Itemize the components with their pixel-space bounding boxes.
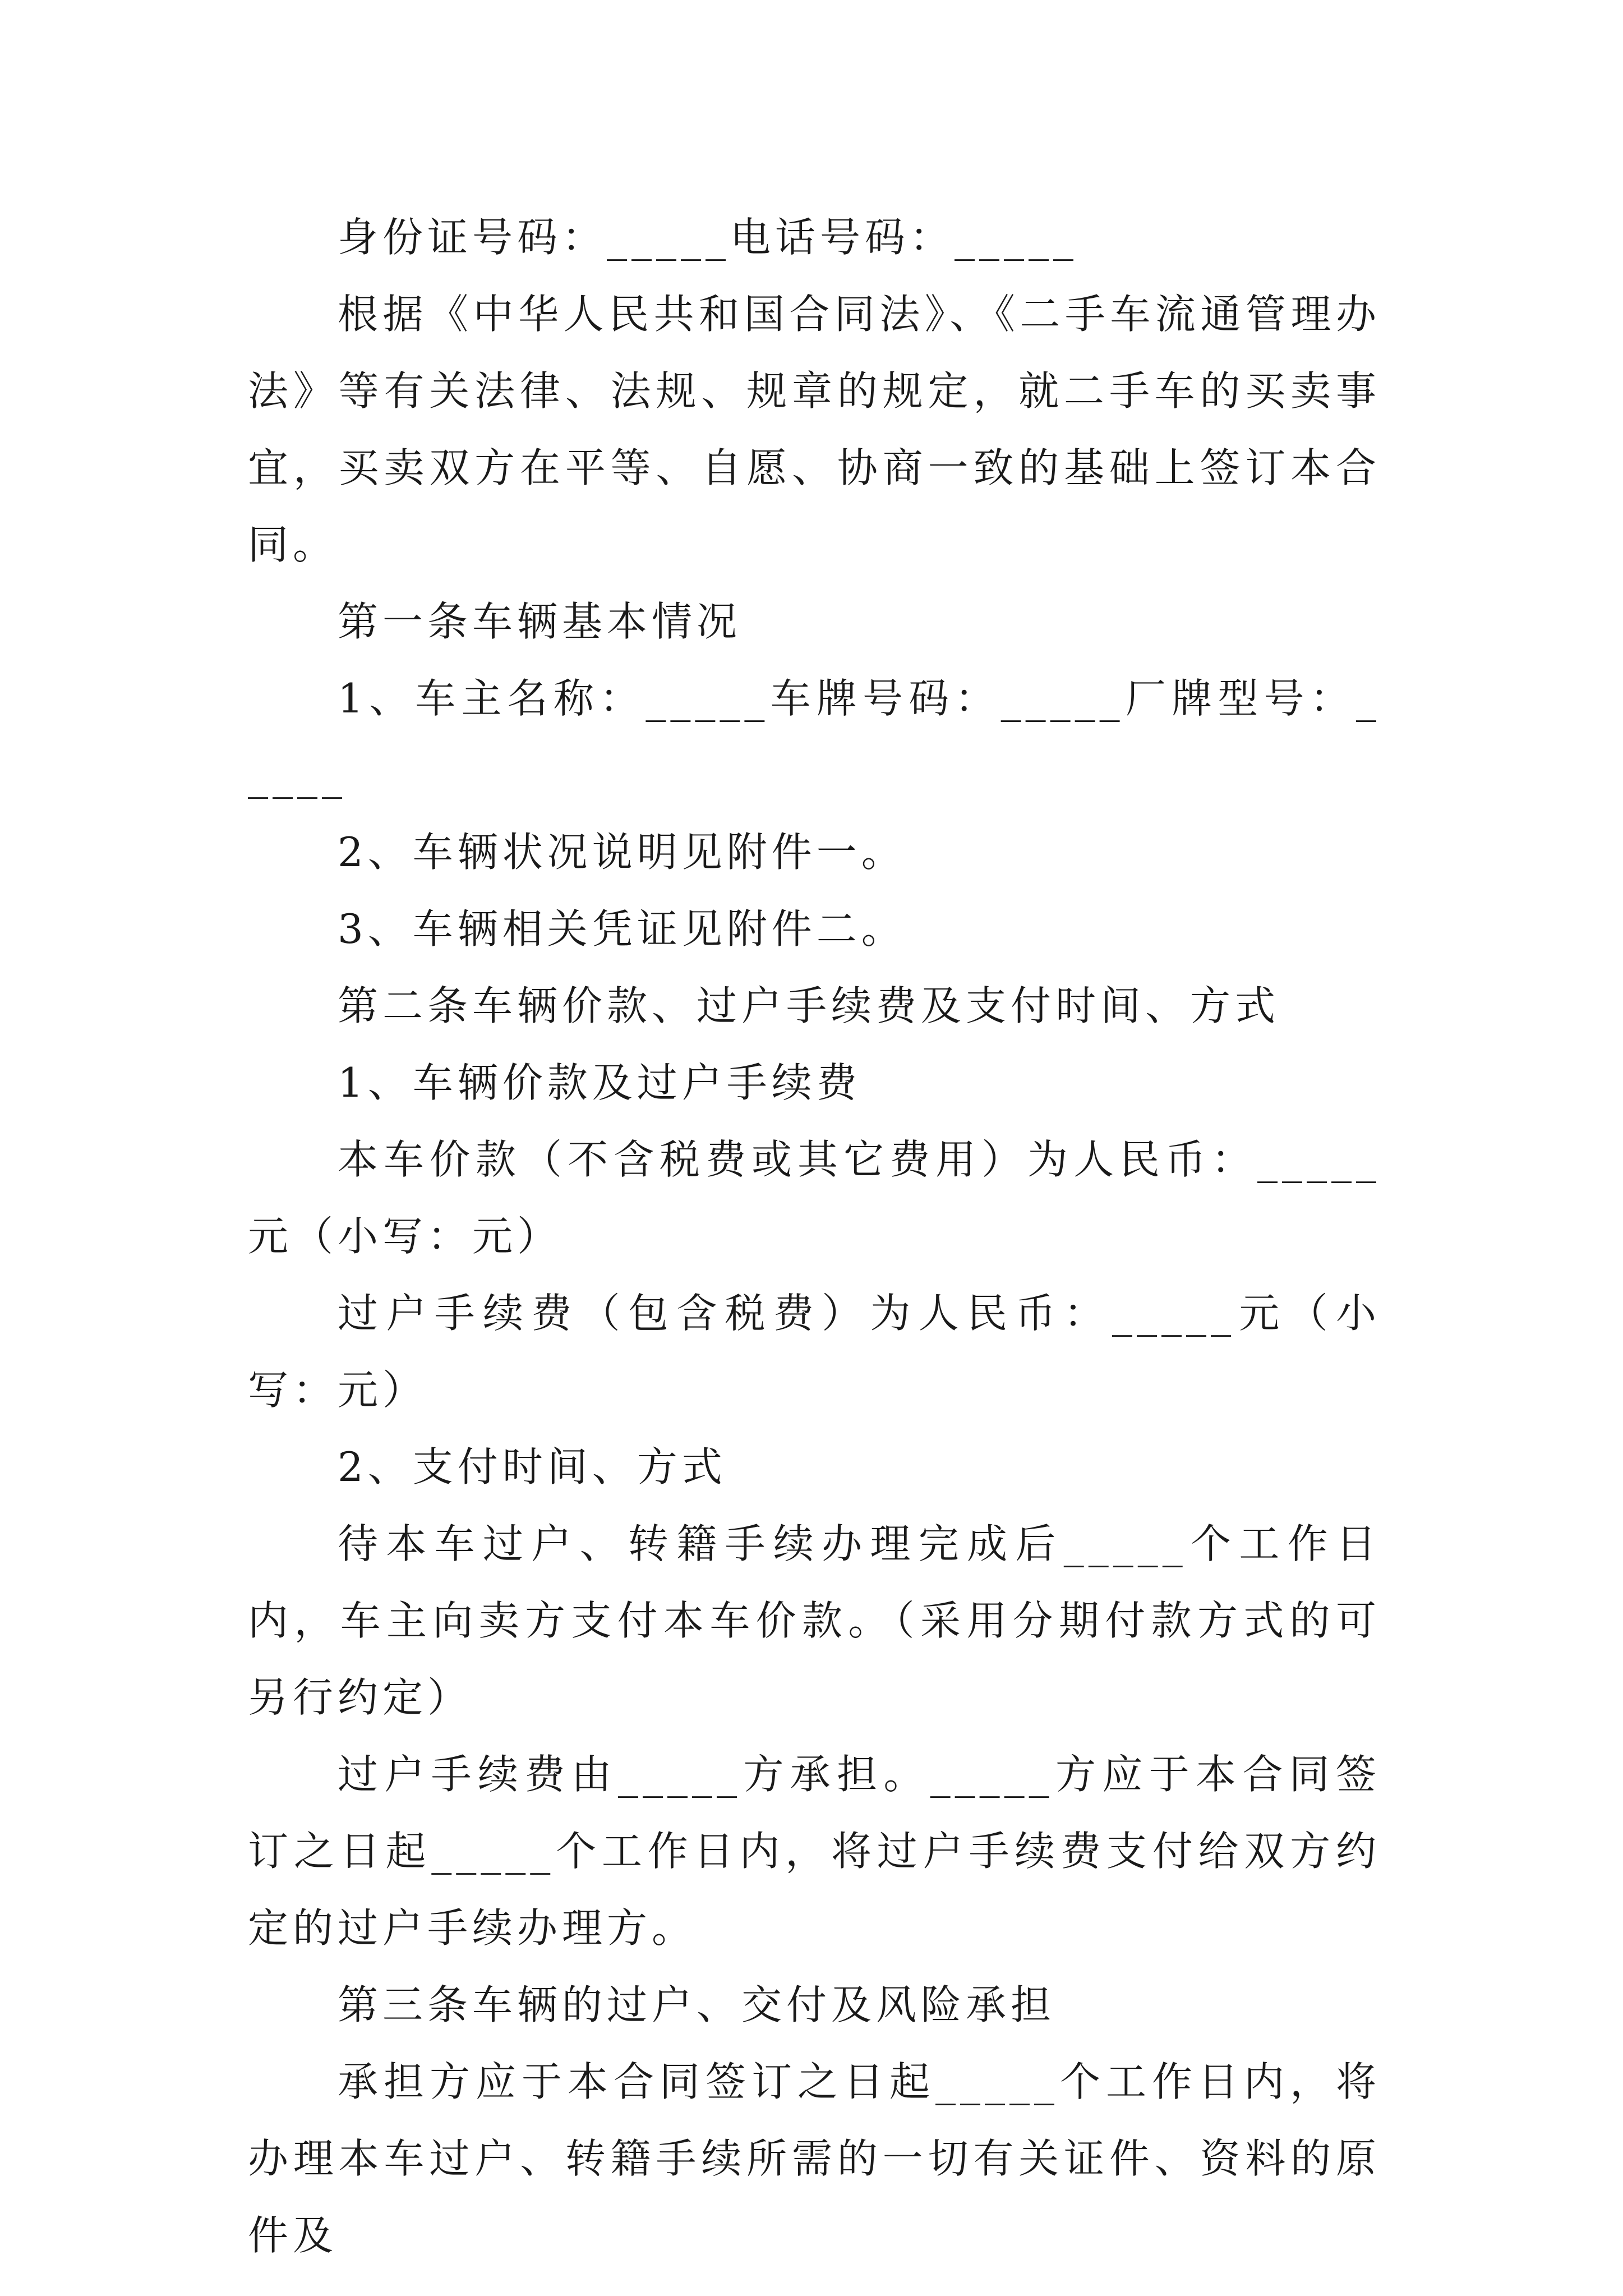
heading-article-3: 第三条车辆的过户、交付及风险承担 <box>338 1981 1056 2028</box>
heading-article-2: 第二条车辆价款、过户手续费及支付时间、方式 <box>338 982 1280 1029</box>
paragraph-payment-after-transfer: 待本车过户、转籍手续办理完成后_____个工作日内，车主向卖方支付本车价款。（采用分期付款方式的可另行约定） <box>248 1520 1381 1721</box>
paragraph-transfer-documents: 承担方应于本合同签订之日起_____个工作日内，将办理本车过户、转籍手续所需的一切有关证件、资料的原件及 <box>248 2058 1381 2259</box>
paragraph-vehicle-documents: 3、车辆相关凭证见附件二。 <box>338 905 906 953</box>
paragraph-price-and-fee: 1、车辆价款及过户手续费 <box>338 1059 861 1106</box>
paragraph-transfer-fee: 过户手续费（包含税费）为人民币：_____元（小写：元） <box>248 1290 1381 1414</box>
contract-body <box>248 199 1381 2274</box>
paragraph-fee-responsibility: 过户手续费由_____方承担。_____方应于本合同签订之日起_____个工作日内，将过户手续费支付给双方约定的过户手续办理方。 <box>248 1751 1381 1952</box>
paragraph-vehicle-price: 本车价款（不含税费或其它费用）为人民币：_____元（小写：元） <box>248 1136 1381 1260</box>
heading-article-1: 第一条车辆基本情况 <box>338 598 742 645</box>
paragraph-payment-time-method: 2、支付时间、方式 <box>338 1443 727 1490</box>
paragraph-id-phone: 身份证号码：_____电话号码：_____ <box>338 214 1078 261</box>
paragraph-vehicle-condition: 2、车辆状况说明见附件一。 <box>338 829 906 876</box>
paragraph-owner-plate-model: 1、车主名称：_____车牌号码：_____厂牌型号：_____ <box>248 675 1381 799</box>
paragraph-legal-basis: 根据《中华人民共和国合同法》、《二手车流通管理办法》等有关法律、法规、规章的规定，就二手车的买卖事宜，买卖双方在平等、自愿、协商一致的基础上签订本合同。 <box>248 291 1381 568</box>
